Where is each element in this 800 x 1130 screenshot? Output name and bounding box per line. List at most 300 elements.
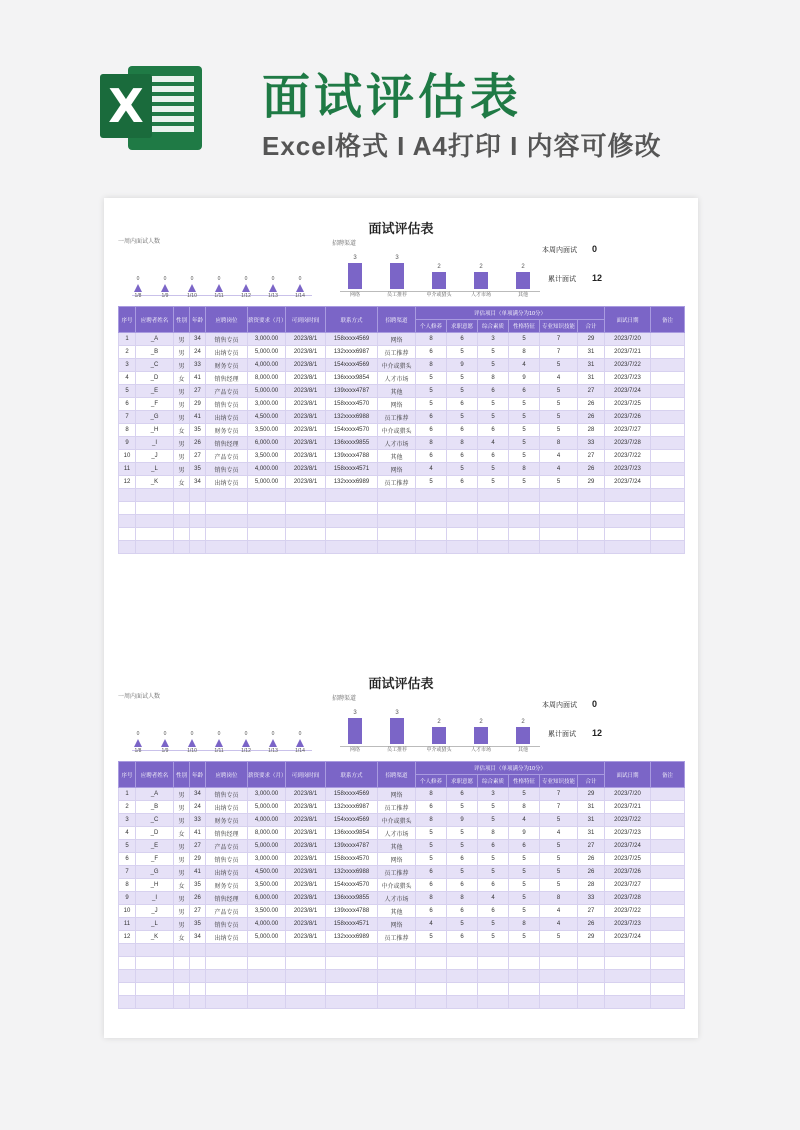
table-cell: 2023/8/1 xyxy=(286,853,326,866)
table-cell: 4 xyxy=(478,892,509,905)
table-cell: 35 xyxy=(190,424,206,437)
table-cell: 7 xyxy=(540,801,578,814)
table-cell: 132xxxx6989 xyxy=(326,476,378,489)
empty-cell xyxy=(578,489,605,502)
day-date: 1/10 xyxy=(187,293,197,299)
table-cell: 女 xyxy=(174,476,190,489)
table-row xyxy=(119,788,685,801)
table-cell: 31 xyxy=(578,346,605,359)
table-cell: 5 xyxy=(509,437,540,450)
table-cell: 2023/8/1 xyxy=(286,450,326,463)
table-row xyxy=(119,827,685,840)
table-cell: 5 xyxy=(509,450,540,463)
table-cell: 人才市场 xyxy=(378,827,416,840)
bar-label: 中介或猎头 xyxy=(426,746,452,753)
empty-row xyxy=(119,541,685,554)
table-cell xyxy=(651,814,685,827)
table-cell: 2023/7/21 xyxy=(605,801,651,814)
day-date: 1/12 xyxy=(241,748,251,754)
table-cell: 中介或猎头 xyxy=(378,879,416,892)
triangle-marker-icon xyxy=(134,739,142,747)
empty-cell xyxy=(136,528,174,541)
table-cell: 154xxxx4570 xyxy=(326,424,378,437)
empty-cell xyxy=(326,983,378,996)
table-cell: 网络 xyxy=(378,333,416,346)
table-cell: 5 xyxy=(540,814,578,827)
table-cell: 24 xyxy=(190,801,206,814)
table-cell: 4 xyxy=(540,905,578,918)
empty-cell xyxy=(447,970,478,983)
table-cell: 5,000.00 xyxy=(248,476,286,489)
table-cell: 154xxxx4570 xyxy=(326,879,378,892)
day-count: 0 xyxy=(163,731,167,737)
empty-cell xyxy=(447,944,478,957)
table-row xyxy=(119,411,685,424)
table-cell: 4 xyxy=(119,372,136,385)
stat-week-label: 本周内面试 xyxy=(542,702,577,709)
table-cell: 6 xyxy=(416,411,447,424)
bar-value: 3 xyxy=(353,255,357,261)
table-cell: 5 xyxy=(509,905,540,918)
table-cell xyxy=(651,372,685,385)
table-cell: 11 xyxy=(119,918,136,931)
empty-cell xyxy=(136,970,174,983)
table-cell: 26 xyxy=(578,918,605,931)
table-cell: 2023/8/1 xyxy=(286,788,326,801)
col-header: 合计 xyxy=(578,775,605,788)
table-cell: _J xyxy=(136,905,174,918)
triangle-marker-icon xyxy=(188,739,196,747)
table-cell: 员工推荐 xyxy=(378,411,416,424)
table-cell: 6 xyxy=(478,450,509,463)
table-cell: 6 xyxy=(416,424,447,437)
table-row xyxy=(119,346,685,359)
table-cell: 4 xyxy=(509,814,540,827)
col-header: 薪资要求（月） xyxy=(248,762,286,788)
table-cell: 4,000.00 xyxy=(248,359,286,372)
table-cell: 5 xyxy=(447,411,478,424)
col-header: 备注 xyxy=(651,307,685,333)
empty-cell xyxy=(540,502,578,515)
table-cell: 中介或猎头 xyxy=(378,359,416,372)
table-cell: 3 xyxy=(478,788,509,801)
empty-cell xyxy=(578,983,605,996)
table-cell: 2023/7/24 xyxy=(605,385,651,398)
table-cell: 5 xyxy=(509,879,540,892)
day-date: 1/9 xyxy=(161,293,169,299)
table-cell: 27 xyxy=(578,450,605,463)
empty-cell xyxy=(651,996,685,1009)
table-cell: 139xxxx4788 xyxy=(326,905,378,918)
col-header: 年龄 xyxy=(190,307,206,333)
table-cell: 出纳专员 xyxy=(206,411,248,424)
bar-label: 员工推荐 xyxy=(386,292,407,298)
empty-row xyxy=(119,502,685,515)
empty-cell xyxy=(136,541,174,554)
table-cell: 产品专员 xyxy=(206,450,248,463)
bar-value: 2 xyxy=(437,263,441,270)
table-cell: _H xyxy=(136,879,174,892)
table-cell: 9 xyxy=(119,437,136,450)
table-cell: 4,500.00 xyxy=(248,411,286,424)
table-cell: 12 xyxy=(119,476,136,489)
table-cell: 销售经理 xyxy=(206,437,248,450)
table-cell: 销售专员 xyxy=(206,333,248,346)
empty-cell xyxy=(174,970,190,983)
table-cell: 4 xyxy=(119,827,136,840)
table-row xyxy=(119,879,685,892)
day-date: 1/10 xyxy=(187,748,197,754)
bar-label: 网络 xyxy=(349,292,360,298)
table-cell: 6 xyxy=(478,905,509,918)
sheet-title: 面试评估表 xyxy=(368,676,434,691)
empty-cell xyxy=(190,996,206,1009)
empty-cell xyxy=(651,970,685,983)
empty-cell xyxy=(416,944,447,957)
table-cell: 2023/7/23 xyxy=(605,827,651,840)
table-cell: 8 xyxy=(416,359,447,372)
col-header: 性别 xyxy=(174,307,190,333)
table-cell: 人才市场 xyxy=(378,892,416,905)
bar-label: 其他 xyxy=(517,291,528,298)
empty-cell xyxy=(416,489,447,502)
table-cell: 5 xyxy=(478,476,509,489)
table-cell: 132xxxx6988 xyxy=(326,411,378,424)
table-cell: 女 xyxy=(174,879,190,892)
table-cell: 27 xyxy=(190,840,206,853)
table-cell: 员工推荐 xyxy=(378,866,416,879)
table-cell: 4,000.00 xyxy=(248,463,286,476)
weekly-day-marker xyxy=(290,276,310,299)
table-cell xyxy=(651,879,685,892)
table-cell: 6 xyxy=(416,866,447,879)
empty-cell xyxy=(326,528,378,541)
col-header: 备注 xyxy=(651,762,685,788)
table-cell: 员工推荐 xyxy=(378,346,416,359)
empty-cell xyxy=(540,983,578,996)
table-cell: 6 xyxy=(447,398,478,411)
empty-cell xyxy=(651,541,685,554)
day-date: 1/8 xyxy=(134,293,142,299)
table-cell: 5 xyxy=(509,853,540,866)
empty-cell xyxy=(416,528,447,541)
empty-cell xyxy=(190,957,206,970)
table-row xyxy=(119,892,685,905)
table-cell: 2023/8/1 xyxy=(286,931,326,944)
day-count: 0 xyxy=(190,731,194,737)
interview-table xyxy=(118,761,685,1009)
table-cell: 158xxxx4569 xyxy=(326,333,378,346)
table-cell: 139xxxx4787 xyxy=(326,385,378,398)
table-cell: 33 xyxy=(190,359,206,372)
table-cell: 4 xyxy=(478,437,509,450)
empty-cell xyxy=(326,996,378,1009)
weekly-day-marker xyxy=(263,276,283,299)
table-cell: 3,000.00 xyxy=(248,788,286,801)
table-cell: 2023/8/1 xyxy=(286,424,326,437)
empty-cell xyxy=(447,983,478,996)
empty-row xyxy=(119,957,685,970)
table-cell: 产品专员 xyxy=(206,840,248,853)
table-cell: 8 xyxy=(119,424,136,437)
table-row xyxy=(119,476,685,489)
table-cell: 其他 xyxy=(378,905,416,918)
empty-cell xyxy=(136,489,174,502)
table-cell: 5 xyxy=(416,827,447,840)
empty-cell xyxy=(206,541,248,554)
table-cell: 其他 xyxy=(378,385,416,398)
table-cell: 5,000.00 xyxy=(248,385,286,398)
table-cell: 财务专员 xyxy=(206,359,248,372)
day-count: 0 xyxy=(136,731,140,737)
table-cell: 2023/7/24 xyxy=(605,931,651,944)
table-cell: 2023/8/1 xyxy=(286,801,326,814)
channel-bar xyxy=(466,719,496,753)
table-cell: 5 xyxy=(119,840,136,853)
table-cell: 2023/7/20 xyxy=(605,788,651,801)
table-cell: 6 xyxy=(509,840,540,853)
table-cell: 6,000.00 xyxy=(248,437,286,450)
table-cell: 男 xyxy=(174,866,190,879)
stat-week-label: 本周内面试 xyxy=(542,247,577,254)
table-cell: 2023/8/1 xyxy=(286,905,326,918)
empty-cell xyxy=(119,489,136,502)
table-cell: 154xxxx4569 xyxy=(326,359,378,372)
col-header: 个人修养 xyxy=(416,775,447,788)
table-cell: 3,500.00 xyxy=(248,424,286,437)
empty-cell xyxy=(190,528,206,541)
col-header: 面试日期 xyxy=(605,307,651,333)
table-cell: 5,000.00 xyxy=(248,801,286,814)
table-cell: 女 xyxy=(174,931,190,944)
empty-cell xyxy=(651,528,685,541)
table-cell: 2023/7/23 xyxy=(605,918,651,931)
table-cell: 6 xyxy=(447,853,478,866)
table-cell: 5 xyxy=(540,424,578,437)
table-cell: 136xxxx9854 xyxy=(326,827,378,840)
table-cell: _B xyxy=(136,801,174,814)
table-cell: 6,000.00 xyxy=(248,892,286,905)
empty-cell xyxy=(416,957,447,970)
empty-cell xyxy=(206,502,248,515)
empty-cell xyxy=(119,970,136,983)
table-cell: 2023/7/28 xyxy=(605,892,651,905)
empty-cell xyxy=(416,515,447,528)
weekly-day-marker xyxy=(236,731,256,754)
table-cell: 33 xyxy=(578,892,605,905)
table-cell: 35 xyxy=(190,463,206,476)
table-cell: 34 xyxy=(190,476,206,489)
day-count: 0 xyxy=(244,731,248,737)
table-cell: 2023/8/1 xyxy=(286,827,326,840)
table-cell: 男 xyxy=(174,398,190,411)
empty-cell xyxy=(578,515,605,528)
bar-fill xyxy=(474,727,488,744)
table-cell: _H xyxy=(136,424,174,437)
table-cell: 8 xyxy=(416,333,447,346)
empty-cell xyxy=(248,983,286,996)
stat-week-value: 0 xyxy=(592,699,598,709)
table-cell: 6 xyxy=(447,450,478,463)
table-row xyxy=(119,372,685,385)
table-cell: 2023/8/1 xyxy=(286,359,326,372)
table-cell: 27 xyxy=(578,905,605,918)
table-cell: 8 xyxy=(509,346,540,359)
table-cell: 136xxxx9855 xyxy=(326,892,378,905)
table-cell: 9 xyxy=(447,814,478,827)
day-date: 1/9 xyxy=(161,748,169,754)
empty-cell xyxy=(509,515,540,528)
empty-cell xyxy=(540,528,578,541)
table-cell: 6 xyxy=(447,476,478,489)
table-row xyxy=(119,866,685,879)
table-cell: 5 xyxy=(447,866,478,879)
triangle-marker-icon xyxy=(242,739,250,747)
table-cell: 2023/7/24 xyxy=(605,840,651,853)
table-cell xyxy=(651,918,685,931)
empty-cell xyxy=(578,502,605,515)
table-cell: 29 xyxy=(578,333,605,346)
table-cell: 139xxxx4787 xyxy=(326,840,378,853)
empty-cell xyxy=(326,489,378,502)
empty-cell xyxy=(509,541,540,554)
empty-row xyxy=(119,489,685,502)
table-cell: 8 xyxy=(416,788,447,801)
table-cell: 员工推荐 xyxy=(378,476,416,489)
table-cell: 4 xyxy=(540,450,578,463)
empty-cell xyxy=(478,528,509,541)
bar-fill xyxy=(516,727,530,744)
table-cell: 销售经理 xyxy=(206,892,248,905)
table-cell: 网络 xyxy=(378,853,416,866)
table-cell: 销售经理 xyxy=(206,372,248,385)
table-cell: 男 xyxy=(174,450,190,463)
empty-cell xyxy=(378,983,416,996)
table-cell: 132xxxx6987 xyxy=(326,801,378,814)
empty-cell xyxy=(326,541,378,554)
day-count: 0 xyxy=(136,276,140,282)
empty-cell xyxy=(174,944,190,957)
empty-cell xyxy=(478,502,509,515)
empty-cell xyxy=(651,957,685,970)
table-cell: 33 xyxy=(190,814,206,827)
table-cell: 6 xyxy=(447,879,478,892)
stat-total-value: 12 xyxy=(592,273,603,283)
table-cell: 网络 xyxy=(378,463,416,476)
table-row xyxy=(119,931,685,944)
sheet-copy-2 xyxy=(118,653,684,1023)
empty-cell xyxy=(478,957,509,970)
table-cell: 5 xyxy=(540,931,578,944)
bar-fill xyxy=(516,272,530,289)
table-cell: 10 xyxy=(119,450,136,463)
table-cell: 4,000.00 xyxy=(248,814,286,827)
table-cell: 2 xyxy=(119,801,136,814)
table-cell: 5 xyxy=(509,788,540,801)
table-row xyxy=(119,398,685,411)
table-cell xyxy=(651,398,685,411)
bar-label: 人才市场 xyxy=(470,291,491,298)
table-cell: 29 xyxy=(578,476,605,489)
table-cell: 2023/8/1 xyxy=(286,333,326,346)
empty-cell xyxy=(509,489,540,502)
table-cell xyxy=(651,905,685,918)
channel-bar xyxy=(508,719,538,753)
empty-cell xyxy=(174,957,190,970)
empty-cell xyxy=(326,970,378,983)
table-cell: 女 xyxy=(174,827,190,840)
table-cell: 2023/8/1 xyxy=(286,372,326,385)
table-cell: 1 xyxy=(119,333,136,346)
table-cell: 5 xyxy=(509,931,540,944)
table-cell: 5 xyxy=(416,840,447,853)
table-row xyxy=(119,840,685,853)
empty-cell xyxy=(509,983,540,996)
table-cell: 2023/7/22 xyxy=(605,905,651,918)
table-cell: 136xxxx9855 xyxy=(326,437,378,450)
empty-cell xyxy=(174,528,190,541)
bar-fill xyxy=(390,718,404,744)
bar-fill xyxy=(432,727,446,744)
empty-cell xyxy=(286,957,326,970)
table-cell: 5 xyxy=(416,476,447,489)
table-cell xyxy=(651,385,685,398)
empty-row xyxy=(119,996,685,1009)
table-cell: 3,000.00 xyxy=(248,853,286,866)
bar-fill xyxy=(348,718,362,744)
empty-cell xyxy=(174,983,190,996)
empty-cell xyxy=(605,541,651,554)
triangle-marker-icon xyxy=(161,284,169,292)
empty-cell xyxy=(378,970,416,983)
table-cell: 2023/7/27 xyxy=(605,879,651,892)
empty-cell xyxy=(509,996,540,1009)
table-cell: 41 xyxy=(190,827,206,840)
empty-cell xyxy=(190,983,206,996)
table-cell: 6 xyxy=(478,879,509,892)
empty-cell xyxy=(509,970,540,983)
spreadsheet-preview-page xyxy=(104,198,698,1038)
table-cell: 6 xyxy=(416,801,447,814)
empty-cell xyxy=(248,489,286,502)
table-cell: 28 xyxy=(578,424,605,437)
table-cell: 男 xyxy=(174,346,190,359)
empty-cell xyxy=(206,515,248,528)
col-header: 招聘渠道 xyxy=(378,307,416,333)
empty-cell xyxy=(478,541,509,554)
table-cell: 5 xyxy=(540,359,578,372)
table-cell: 财务专员 xyxy=(206,424,248,437)
empty-cell xyxy=(248,944,286,957)
table-cell xyxy=(651,827,685,840)
table-cell: 5 xyxy=(447,827,478,840)
empty-cell xyxy=(326,957,378,970)
empty-cell xyxy=(119,944,136,957)
empty-cell xyxy=(174,541,190,554)
triangle-marker-icon xyxy=(296,284,304,292)
empty-cell xyxy=(416,983,447,996)
table-cell: 5 xyxy=(540,879,578,892)
table-cell: 8 xyxy=(119,879,136,892)
day-count: 0 xyxy=(271,731,275,737)
channel-bar xyxy=(382,255,412,298)
bar-fill xyxy=(474,272,488,289)
table-cell: 5 xyxy=(509,892,540,905)
table-cell: 男 xyxy=(174,905,190,918)
col-header: 可到岗时间 xyxy=(286,307,326,333)
table-cell: 26 xyxy=(578,866,605,879)
table-row xyxy=(119,918,685,931)
